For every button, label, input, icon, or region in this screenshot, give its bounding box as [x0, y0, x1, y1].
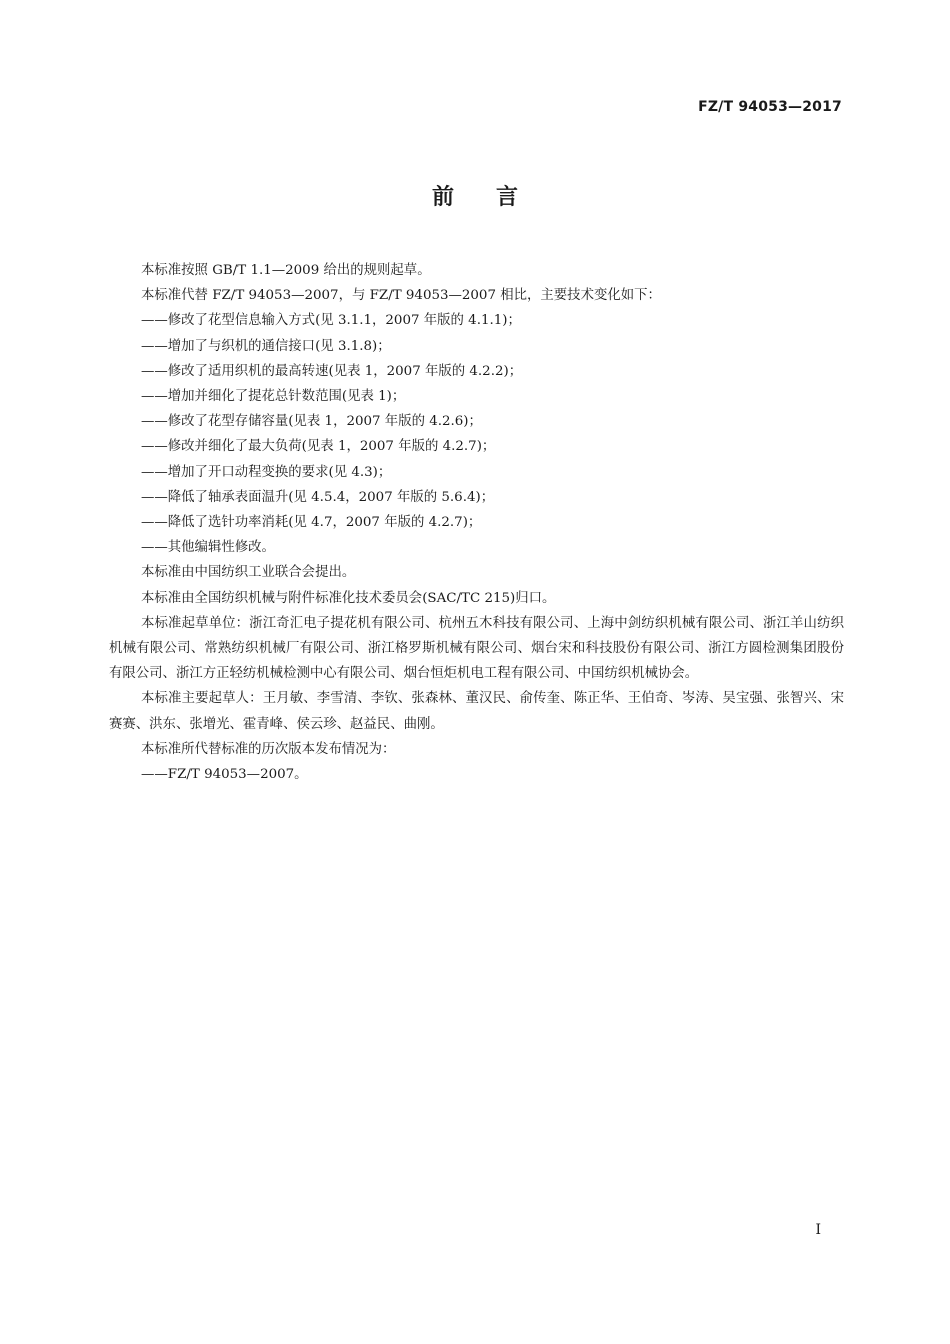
- paragraph-replacement: 本标准代替 FZ/T 94053—2007，与 FZ/T 94053—2007 相比，主要技术变化如下：: [141, 288, 661, 304]
- paragraph-drafting-rules: 本标准按照 GB/T 1.1—2009 给出的规则起草。: [141, 263, 431, 278]
- change-item: ——其他编辑性修改。: [141, 540, 275, 556]
- page-title: 前言: [431, 185, 560, 210]
- paragraph-history-intro: 本标准所代替标准的历次版本发布情况为：: [141, 741, 396, 757]
- change-item: ——修改了适用织机的最高转速(见表 1，2007 年版的 4.2.2)；: [141, 363, 523, 379]
- change-item: ——修改了花型存储容量(见表 1，2007 年版的 4.2.6)；: [141, 414, 482, 430]
- standard-code: FZ/T 94053—2017: [698, 99, 842, 115]
- paragraph-proposer: 本标准由中国纺织工业联合会提出。: [141, 565, 356, 581]
- change-item: ——降低了选针功率消耗(见 4.7，2007 年版的 4.2.7)；: [141, 515, 482, 531]
- document-body: [109, 258, 844, 787]
- change-item: ——增加了与织机的通信接口(见 3.1.8)；: [141, 338, 391, 354]
- change-item: ——增加了开口动程变换的要求(见 4.3)；: [141, 464, 392, 480]
- paragraph-drafters: 本标准主要起草人：王月敏、李雪清、李钦、张森林、董汉民、俞传奎、陈正华、王伯奇、岑涛、吴宝强、张智兴、宋赛赛、洪东、张增光、霍青峰、侯云珍、赵益民、曲刚。: [109, 691, 844, 732]
- history-item: ——FZ/T 94053—2007。: [141, 767, 308, 783]
- paragraph-committee: 本标准由全国纺织机械与附件标准化技术委员会(SAC/TC 215)归口。: [141, 590, 556, 606]
- change-item: ——修改了花型信息输入方式(见 3.1.1，2007 年版的 4.1.1)；: [141, 313, 521, 329]
- page-number: I: [815, 1222, 821, 1238]
- paragraph-drafting-units: 本标准起草单位：浙江奇汇电子提花机有限公司、杭州五木科技有限公司、上海中剑纺织机械有限公司、浙江羊山纺织机械有限公司、常熟纺织机械厂有限公司、浙江格罗斯机械有限公司、烟台宋和科技股份有限公司、浙江方圆检测集团股份有限公司、浙江方正轻纺机械检测中心有限公司、烟台恒炬机电工程有限公司、中国纺织机械协会。: [109, 615, 844, 682]
- change-item: ——增加并细化了提花总针数范围(见表 1)；: [141, 389, 406, 405]
- change-item: ——修改并细化了最大负荷(见表 1，2007 年版的 4.2.7)；: [141, 439, 496, 455]
- change-item: ——降低了轴承表面温升(见 4.5.4，2007 年版的 5.6.4)；: [141, 489, 495, 505]
